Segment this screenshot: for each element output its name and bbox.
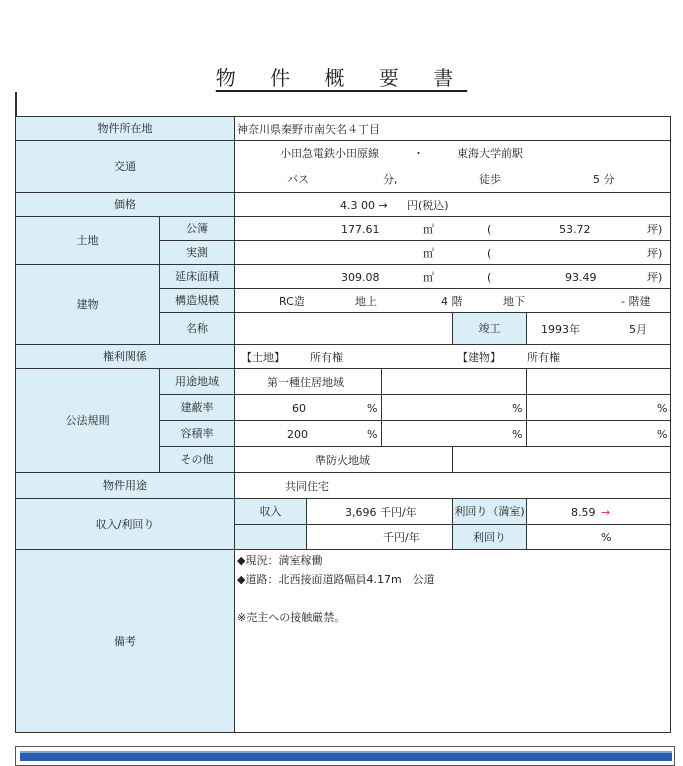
transport-value: 小田急電鉄小田原線 ・ 東海大学前駅 バス 分, 徒歩 5 分	[234, 140, 671, 193]
regulations-label: 公法規則	[15, 368, 160, 473]
building-label: 建物	[15, 264, 160, 345]
document-title: 物 件 概 要 書	[215, 66, 468, 90]
bottom-banner	[20, 751, 672, 761]
coverage-value: 60 %	[234, 394, 382, 421]
yield-full-label: 利回り（満室)	[452, 498, 527, 525]
name-label: 名称	[159, 312, 235, 345]
zoning-extra-1	[381, 368, 527, 395]
zoning-extra-2	[526, 368, 671, 395]
location-label: 物件所在地	[15, 116, 235, 141]
far-value: 200 %	[234, 420, 382, 447]
income-sub-label: 収入	[234, 498, 307, 525]
completion-value: 1993年 5月	[526, 312, 671, 345]
land-label: 土地	[15, 216, 160, 265]
margin-line	[15, 92, 17, 118]
coverage-label: 建蔽率	[159, 394, 235, 421]
other-extra	[452, 446, 671, 473]
floor-area-value: 309.08 ㎡ ( 93.49 坪)	[234, 264, 671, 289]
arrow-icon: →	[601, 506, 611, 519]
remarks-label: 備考	[15, 549, 235, 733]
income-label: 収入/利回り	[15, 498, 235, 550]
far-extra-1: %	[381, 420, 527, 447]
coverage-extra-1: %	[381, 394, 527, 421]
zoning-label: 用途地域	[159, 368, 235, 395]
yield-value: %	[526, 524, 671, 550]
other-label: その他	[159, 446, 235, 473]
usage-value: 共同住宅	[234, 472, 671, 499]
location-value: 神奈川県秦野市南矢名４丁目	[234, 116, 671, 141]
structure-value: RC造 地上 4 階 地下 - 階建	[234, 288, 671, 313]
land-registry-value: 177.61 ㎡ ( 53.72 坪)	[234, 216, 671, 241]
coverage-extra-2: %	[526, 394, 671, 421]
price-label: 価格	[15, 192, 235, 217]
remarks-value: ◆現況：満室稼働 ◆道路：北西接面道路幅員4.17m 公道 ※売主への接触厳禁。	[234, 549, 671, 733]
usage-label: 物件用途	[15, 472, 235, 499]
far-extra-2: %	[526, 420, 671, 447]
name-value	[234, 312, 453, 345]
income2-label	[234, 524, 307, 550]
far-label: 容積率	[159, 420, 235, 447]
other-value: 準防火地域	[234, 446, 453, 473]
income2-value: 千円/年	[306, 524, 453, 550]
income-value: 3,696 千円/年	[306, 498, 453, 525]
yield-label: 利回り	[452, 524, 527, 550]
land-actual-label: 実測	[159, 240, 235, 265]
structure-label: 構造規模	[159, 288, 235, 313]
zoning-value: 第一種住居地域	[234, 368, 382, 395]
transport-label: 交通	[15, 140, 235, 193]
land-actual-value: ㎡ ( 坪)	[234, 240, 671, 265]
price-value: 4.3 00 → 円(税込)	[234, 192, 671, 217]
rights-value: 【土地】 所有権 【建物】 所有権	[234, 344, 671, 369]
yield-full-value: 8.59 →	[526, 498, 671, 525]
completion-label: 竣工	[452, 312, 527, 345]
land-registry-label: 公簿	[159, 216, 235, 241]
floor-area-label: 延床面積	[159, 264, 235, 289]
rights-label: 権利関係	[15, 344, 235, 369]
